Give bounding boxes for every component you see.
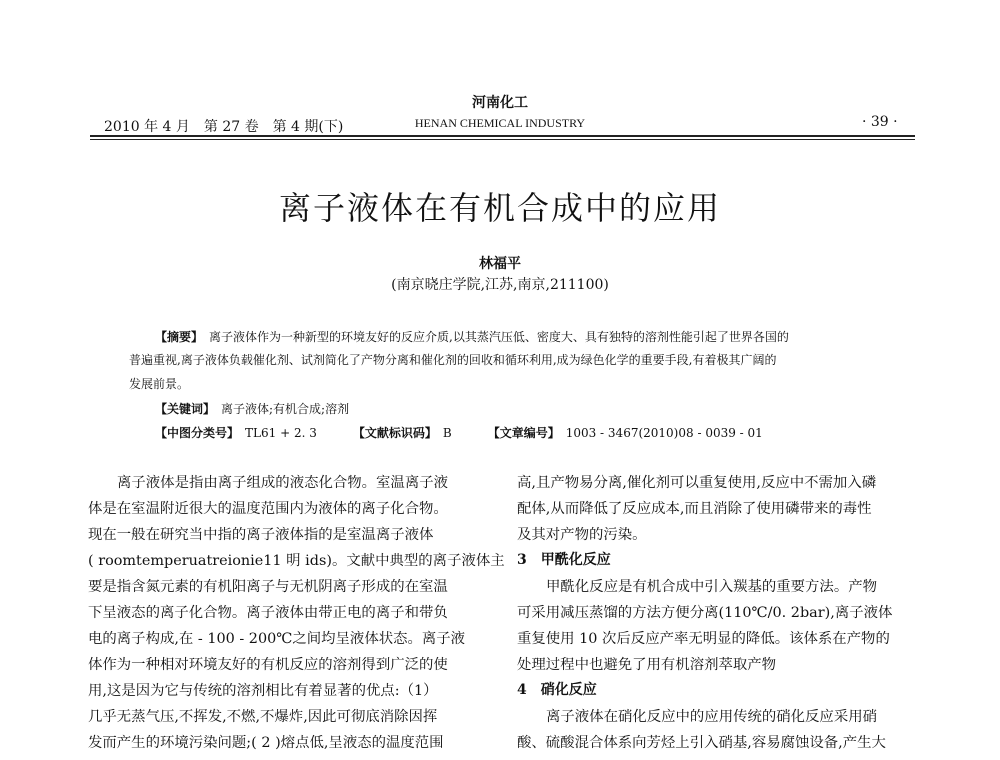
body-line: 离子液体在硝化反应中的应用传统的硝化反应采用硝 (546, 709, 877, 725)
affiliation: (南京晓庄学院,江苏,南京,211100) (391, 277, 609, 293)
doc-code-label: 【文献标识码】 (352, 426, 437, 440)
body-line: 几乎无蒸气压,不挥发,不燃,不爆炸,因此可彻底消除因挥 (88, 709, 438, 725)
clc-label: 【中图分类号】 (155, 426, 240, 440)
body-line: 离子液体是指由离子组成的液态化合物。室温离子液 (117, 475, 448, 491)
journal-name-english: HENAN CHEMICAL INDUSTRY (414, 116, 586, 130)
body-line: 体作为一种相对环境友好的有机反应的溶剂得到广泛的使 (88, 657, 448, 673)
body-line: ( roomtemperuatreionie11 明 ids)。文献中典型的离子液体主 (88, 553, 505, 569)
article-number-label: 【文章编号】 (487, 426, 560, 440)
body-line: 高,且产物易分离,催化剂可以重复使用,反应中不需加入磷 (517, 475, 877, 491)
body-line: 发而产生的环境污染问题;( 2 )熔点低,呈液态的温度范围 (88, 735, 444, 751)
abstract-label: 【摘要】 (155, 330, 204, 344)
body-line: 现在一般在研究当中指的离子液体指的是室温离子液体 (88, 527, 434, 543)
page-number: · 39 · (862, 114, 898, 130)
body-line: 及其对产物的污染。 (517, 527, 647, 543)
keywords (155, 400, 349, 417)
keywords-text: 离子液体;有机合成;溶剂 (221, 402, 350, 416)
body-line: 用,这是因为它与传统的溶剂相比有着显著的优点:（1） (88, 683, 438, 699)
body-line: 要是指含氮元素的有机阳离子与无机阴离子形成的在室温 (88, 579, 448, 595)
body-line: 体是在室温附近很大的温度范围内为液体的离子化合物。 (88, 501, 448, 517)
article-title: 离子液体在有机合成中的应用 (278, 189, 721, 227)
author: 林福平 (479, 256, 521, 272)
abstract-text: 离子液体作为一种新型的环境友好的反应介质,以其蒸汽压低、密度大、具有独特的溶剂性能引起了世界各国的 (209, 330, 789, 344)
section-heading: 4 硝化反应 (517, 682, 597, 698)
article-number-value: 1003 - 3467(2010)08 - 0039 - 01 (565, 426, 763, 440)
doc-code-value: B (442, 426, 452, 440)
body-line: 可采用减压蒸馏的方法方便分离(110℃/0. 2bar),离子液体 (517, 605, 893, 621)
clc-value: TL61 + 2. 3 (245, 426, 317, 440)
keywords-label: 【关键词】 (155, 402, 216, 416)
abstract-line: 发展前景。 (129, 377, 190, 391)
header-rule-thin (90, 139, 915, 140)
classification-row (155, 424, 763, 441)
body-line: 重复使用 10 次后反应产率无明显的降低。该体系在产物的 (517, 631, 890, 647)
body-line: 处理过程中也避免了用有机溶剂萃取产物 (517, 657, 777, 673)
abstract-line (155, 328, 915, 345)
section-heading: 3 甲酰化反应 (517, 552, 611, 568)
body-line: 电的离子构成,在 - 100 - 200℃之间均呈液体状态。离子液 (88, 631, 466, 647)
journal-name: 河南化工 (472, 95, 528, 111)
body-line: 酸、硫酸混合体系向芳烃上引入硝基,容易腐蚀设备,产生大 (517, 735, 886, 751)
body-line: 配体,从而降低了反应成本,而且消除了使用磷带来的毒性 (517, 501, 872, 517)
issue-info: 2010 年 4 月 第 27 卷 第 4 期(下) (104, 119, 344, 135)
abstract-line: 普遍重视,离子液体负载催化剂、试剂简化了产物分离和催化剂的回收和循环利用,成为绿色化学的重要手段,有着极其广阔的 (129, 353, 777, 367)
header-rule-thick (90, 135, 915, 137)
body-line: 甲酰化反应是有机合成中引入羰基的重要方法。产物 (546, 579, 877, 595)
body-line: 下呈液态的离子化合物。离子液体由带正电的离子和带负 (88, 605, 448, 621)
